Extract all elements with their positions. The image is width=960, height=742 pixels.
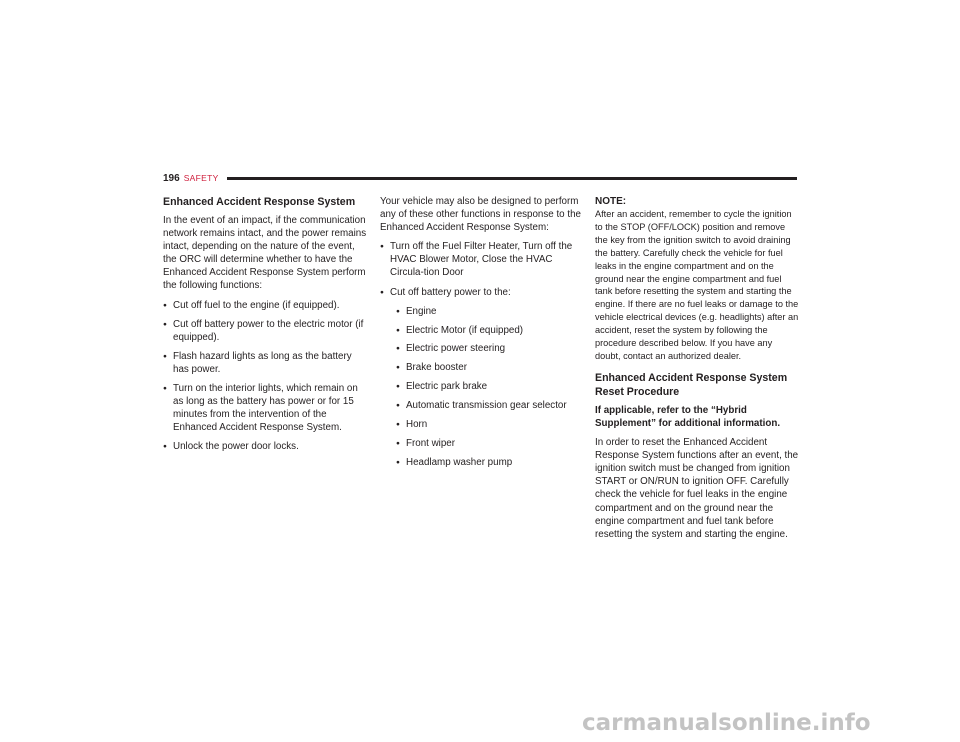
watermark: carmanualsonline.info	[582, 710, 871, 736]
reset-paragraph: In order to reset the Enhanced Accident Response System functions after an event, the ignition switch must be changed from ignition START or ON/RUN to ignition OFF. Carefully check the vehicle for fuel leaks in the engine compartment and on the ground near the engine compartment and fuel tank before resetting the system and starting the engine.	[595, 437, 799, 540]
sub-list-item: ● Automatic transmission gear selector	[396, 399, 584, 412]
hybrid-reference: If applicable, refer to the “Hybrid Supplement” for additional information.	[595, 404, 781, 429]
sub-list-item: ● Brake booster	[396, 361, 584, 374]
reset-heading: Enhanced Accident Response System Reset Procedure	[595, 371, 788, 398]
list-item: ● Unlock the power door locks.	[163, 440, 367, 453]
note-text: After an accident, remember to cycle the ignition to the STOP (OFF/LOCK) position and remove the key from the ignition switch to avoid draining the battery. Carefully check the vehicle for fuel leaks in the engine compartment and on the ground near the engine compartment and fuel tank before resetting the system and starting the engine. If there are no fuel leaks or damage to the vehicle electrical devices (e.g. headlights) after an accident, reset the system by following the procedure described below. If you have any doubt, contact an authorized dealer.	[595, 209, 799, 361]
list-item: ● Cut off battery power to the:	[380, 286, 584, 299]
sub-list-item: ● Front wiper	[396, 437, 584, 450]
intro-paragraph: Your vehicle may also be designed to perform any of these other functions in response to the Enhanced Accident Response System:	[380, 196, 581, 234]
section-heading: Enhanced Accident Response System	[163, 196, 356, 208]
page-header	[163, 170, 797, 186]
function-list	[380, 240, 584, 298]
list-item: ● Turn on the interior lights, which remain on as long as the battery has power or for 15 minutes from the intervention of the Enhanced Accident Response System.	[163, 382, 367, 434]
list-item: ● Flash hazard lights as long as the battery has power.	[163, 350, 367, 376]
page-number: 196	[163, 172, 180, 184]
column-3	[595, 195, 799, 547]
column-1	[163, 195, 367, 460]
note-label: NOTE:	[595, 196, 627, 207]
intro-paragraph: In the event of an impact, if the communication network remains intact, and the power remains intact, depending on the nature of the event, the ORC will determine whether to have the Enhanced Accident Response System perform the following functions:	[163, 215, 367, 292]
header-rule	[227, 177, 797, 180]
function-list	[163, 299, 367, 454]
sub-list-item: ● Headlamp washer pump	[396, 456, 584, 469]
column-2	[380, 195, 584, 475]
list-item: ● Cut off fuel to the engine (if equipped).	[163, 299, 367, 312]
sub-list-item: ● Horn	[396, 418, 584, 431]
list-item: ● Cut off battery power to the electric motor (if equipped).	[163, 318, 367, 344]
sub-list-item: ● Electric power steering	[396, 342, 584, 355]
sub-list-item: ● Electric park brake	[396, 380, 584, 393]
list-item: ● Turn off the Fuel Filter Heater, Turn off the HVAC Blower Motor, Close the HVAC Circula-tion Door	[380, 240, 584, 279]
sub-list	[380, 305, 584, 469]
section-title: SAFETY	[183, 173, 219, 183]
sub-list-item: ● Electric Motor (if equipped)	[396, 324, 584, 337]
sub-list-item: ● Engine	[396, 305, 584, 318]
